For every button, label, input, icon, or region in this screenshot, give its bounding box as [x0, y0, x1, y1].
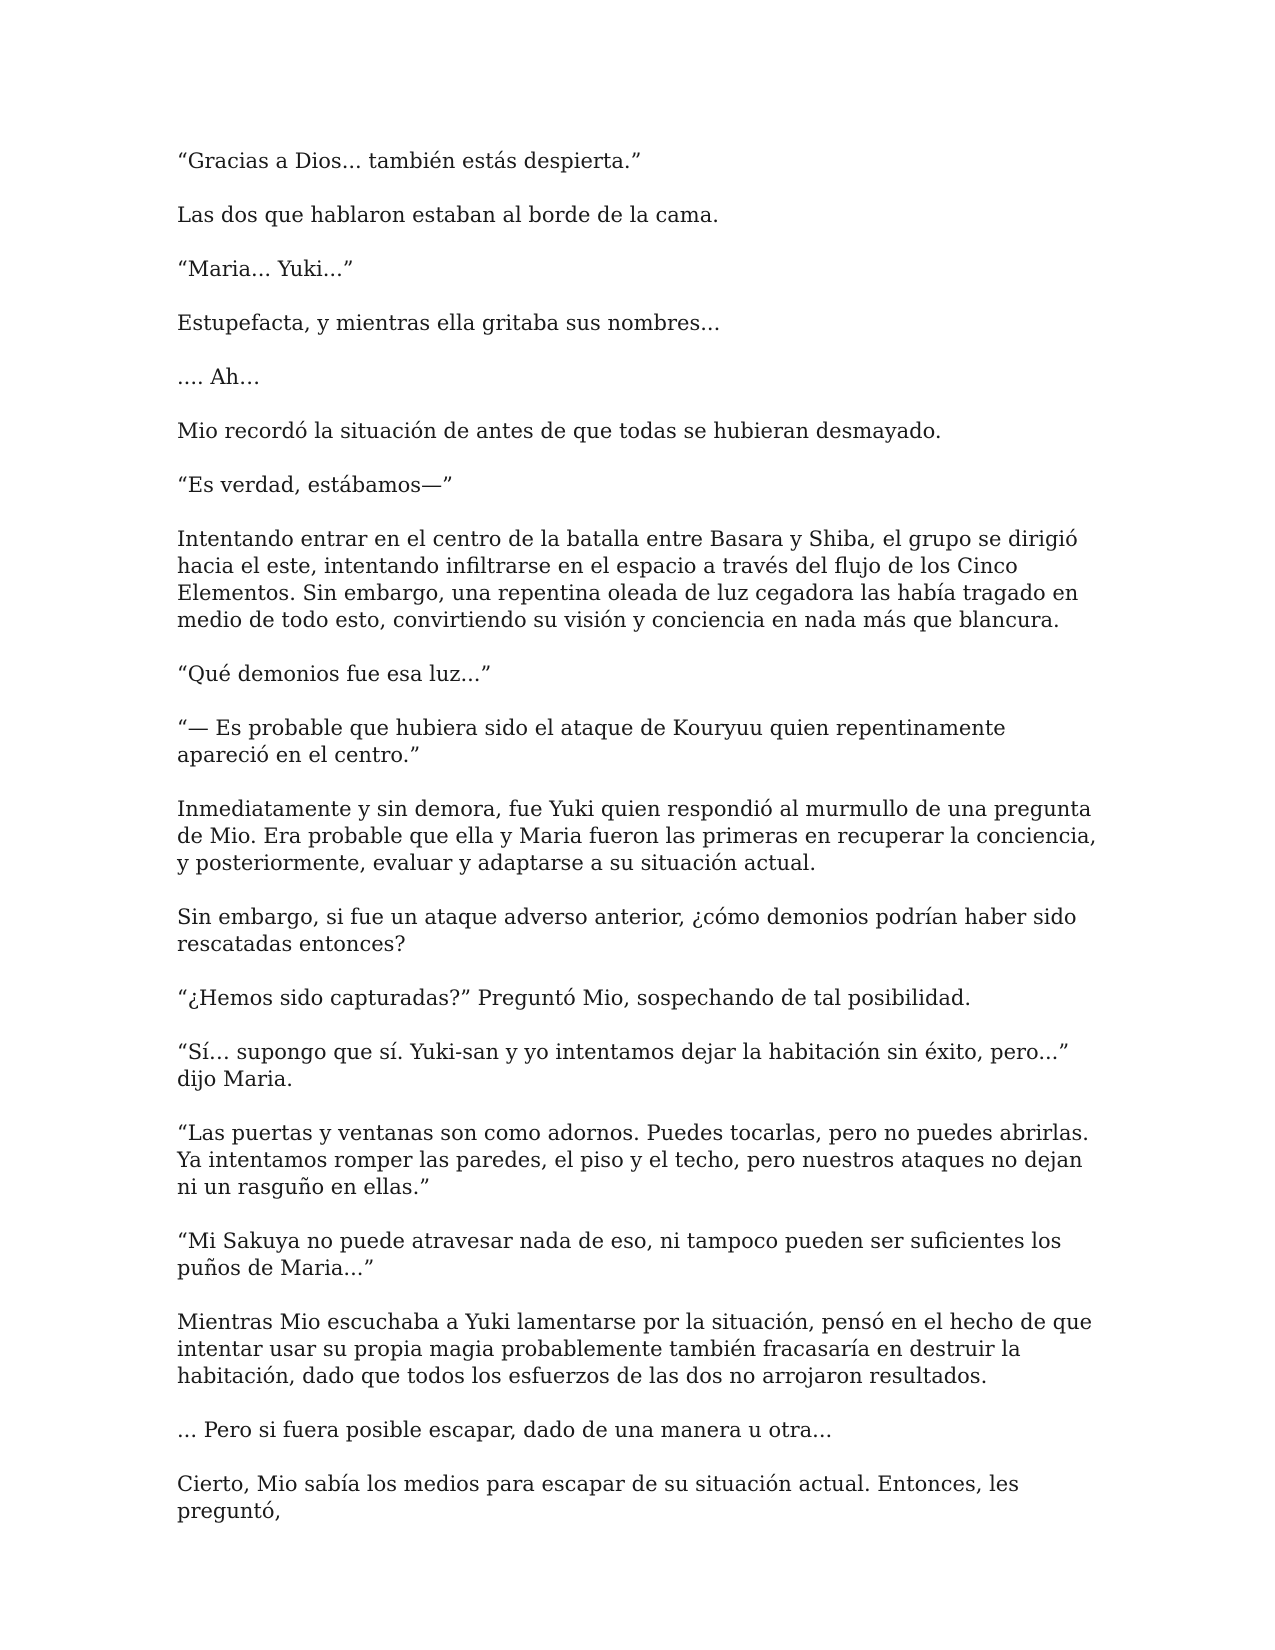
paragraph: Mio recordó la situación de antes de que todas se hubieran desmayado.	[177, 419, 942, 443]
paragraph: “¿Hemos sido capturadas?” Preguntó Mio, sospechando de tal posibilidad.	[177, 986, 972, 1010]
paragraph: “Maria... Yuki...”	[177, 257, 354, 281]
paragraph: Intentando entrar en el centro de la batalla entre Basara y Shiba, el grupo se dirigió hacia el este, intentando infiltrarse en el espacio a través del flujo de los Cinco Elementos. Sin embargo, una repentina oleada de luz cegadora las había tragado en medio de todo esto, convirtiendo su visión y conciencia en nada más que blancura.	[177, 527, 1079, 632]
body-text	[177, 148, 1097, 1552]
paragraph: “Es verdad, estábamos—”	[177, 473, 453, 497]
paragraph: .... Ah…	[177, 365, 261, 389]
paragraph: Estupefacta, y mientras ella gritaba sus nombres...	[177, 311, 721, 335]
paragraph: Las dos que hablaron estaban al borde de la cama.	[177, 203, 719, 227]
paragraph: “Sí… supongo que sí. Yuki-san y yo intentamos dejar la habitación sin éxito, pero...” dijo Maria.	[177, 1040, 1070, 1091]
paragraph: “Qué demonios fue esa luz...”	[177, 662, 492, 686]
paragraph: “Mi Sakuya no puede atravesar nada de eso, ni tampoco pueden ser suficientes los puños de Maria...”	[177, 1229, 1062, 1280]
paragraph: Inmediatamente y sin demora, fue Yuki quien respondió al murmullo de una pregunta de Mio. Era probable que ella y Maria fueron las primeras en recuperar la conciencia, y posteriormente, evaluar y adaptarse a su situación actual.	[177, 797, 1097, 875]
paragraph: Mientras Mio escuchaba a Yuki lamentarse por la situación, pensó en el hecho de que intentar usar su propia magia probablemente también fracasaría en destruir la habitación, dado que todos los esfuerzos de las dos no arrojaron resultados.	[177, 1310, 1093, 1388]
paragraph: “Gracias a Dios... también estás despierta.”	[177, 149, 642, 173]
paragraph: “Las puertas y ventanas son como adornos. Puedes tocarlas, pero no puedes abrirlas. Ya intentamos romper las paredes, el piso y el techo, pero nuestros ataques no dejan ni un rasguño en ellas.”	[177, 1121, 1089, 1199]
paragraph: Sin embargo, si fue un ataque adverso anterior, ¿cómo demonios podrían haber sido rescatadas entonces?	[177, 905, 1077, 956]
paragraph: “— Es probable que hubiera sido el ataque de Kouryuu quien repentinamente apareció en el centro.”	[177, 716, 1006, 767]
paragraph: Cierto, Mio sabía los medios para escapar de su situación actual. Entonces, les preguntó,	[177, 1472, 1019, 1523]
paragraph: ... Pero si fuera posible escapar, dado de una manera u otra...	[177, 1418, 833, 1442]
